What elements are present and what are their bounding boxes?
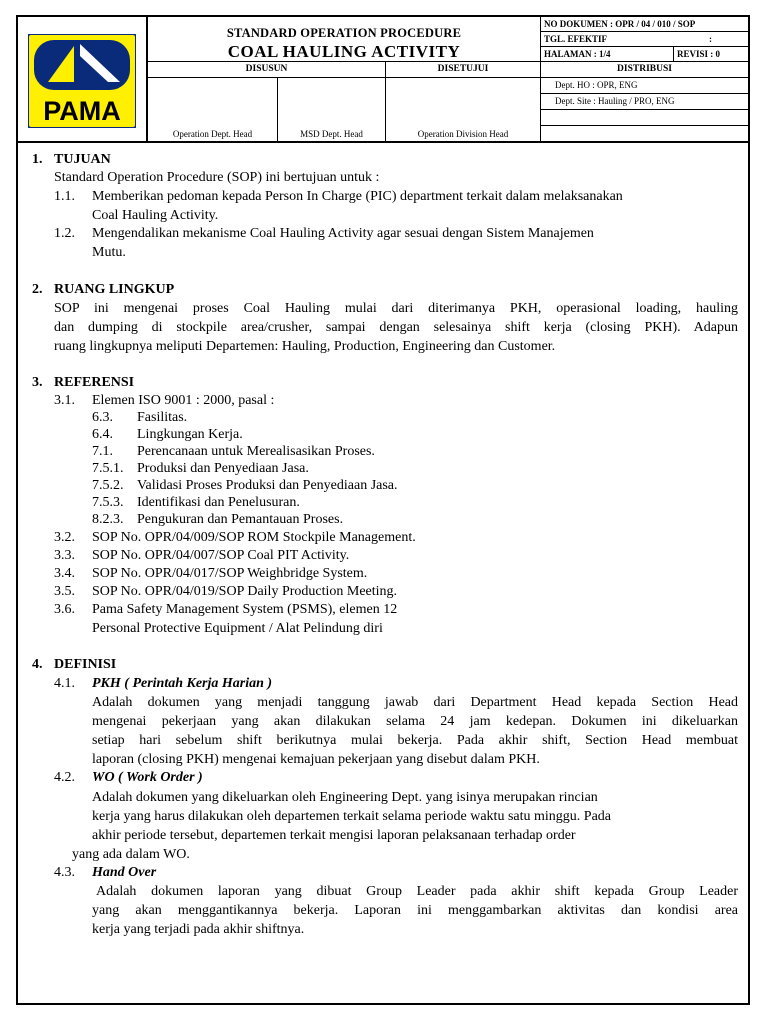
s3-title: REFERENSI — [54, 375, 135, 390]
s3-ref-text: Pama Safety Management System (PSMS), elemen 12 — [92, 602, 398, 617]
title-cell — [148, 17, 541, 62]
s3-sub-text: Perencanaan untuk Merealisasikan Proses. — [137, 444, 375, 459]
s4-d1-line4: laporan (closing PKH) mengenai kemajuan pekerjaan yang disebut dalam PKH. — [92, 752, 540, 767]
s4-d2-line3: akhir periode tersebut, departemen terkait mengisi laporan pelaksanaan terhadap order — [92, 828, 576, 843]
sign-cell-1 — [148, 78, 278, 141]
s4-d1-line2: mengenai pekerjaan yang akan dilakukan selama 24 jam kedepan. Dokumen ini dikeluarkan — [92, 714, 738, 729]
document-page — [16, 15, 750, 1005]
s2-line3: ruang lingkupnya meliputi Departemen: Hauling, Production, Engineering dan Customer. — [54, 339, 556, 354]
s3-ref-text: SOP No. OPR/04/019/SOP Daily Production Meeting. — [92, 584, 398, 599]
revisi: REVISI : 0 — [677, 49, 721, 59]
tgl-efektif-label: TGL. EFEKTIF — [544, 34, 608, 44]
s3-sub-num: 6.3. — [92, 410, 113, 425]
s4-d2-title: WO ( Work Order ) — [92, 770, 203, 785]
document-header — [18, 17, 748, 143]
s3-sub-text: Produksi dan Penyediaan Jasa. — [137, 461, 309, 476]
s1-i1-b: Coal Hauling Activity. — [92, 208, 219, 223]
s3-r1-text: Elemen ISO 9001 : 2000, pasal : — [92, 393, 275, 408]
s4-d3-line3: kerja yang terjadi pada akhir shiftnya. — [92, 922, 305, 937]
sign-cell-3 — [386, 78, 541, 141]
s3-ref-num: 3.4. — [54, 566, 75, 581]
s3-ref-num: 3.6. — [54, 602, 75, 617]
tgl-efektif-row — [541, 32, 748, 47]
no-dokumen: NO DOKUMEN : OPR / 04 / 010 / SOP — [544, 19, 696, 29]
s1-title: TUJUAN — [54, 152, 111, 167]
s1-i1-a: Memberikan pedoman kepada Person In Charge (PIC) department terkait dalam melaksanakan — [92, 189, 623, 204]
sign-label-2: MSD Dept. Head — [300, 129, 363, 139]
s3-r1-num: 3.1. — [54, 393, 75, 408]
s3-ref-text: SOP No. OPR/04/017/SOP Weighbridge System. — [92, 566, 368, 581]
s3-num: 3. — [32, 375, 43, 390]
sop-label: STANDARD OPERATION PROCEDURE — [226, 26, 462, 40]
dist-row-2 — [541, 94, 748, 110]
s2-line2: dan dumping di stockpile area/crusher, sampai dengan selesainya shift kerja (closing PKH). Adapun — [54, 320, 738, 335]
s1-i2-b: Mutu. — [92, 245, 126, 260]
logo-cell — [18, 17, 148, 141]
s1-i2-num: 1.2. — [54, 226, 75, 241]
dist-ho: Dept. HO : OPR, ENG — [555, 80, 638, 90]
s3-sub-text: Identifikasi dan Penelusuran. — [137, 495, 300, 510]
s3-sub-text: Validasi Proses Produksi dan Penyediaan Jasa. — [137, 478, 398, 493]
s3-sub-num: 8.2.3. — [92, 512, 124, 527]
s3-ref-num: 3.5. — [54, 584, 75, 599]
s3-sub-num: 7.5.2. — [92, 478, 124, 493]
distribusi-header: DISTRIBUSI — [541, 62, 748, 78]
pama-logo — [28, 34, 136, 128]
s1-i1-num: 1.1. — [54, 189, 75, 204]
meta-cell — [541, 17, 748, 62]
sign-label-1: Operation Dept. Head — [172, 129, 253, 139]
s4-d3-line2: yang akan menggantikannya bekerja. Laporan ini menggambarkan aktivitas dan kondisi area — [92, 903, 738, 918]
s4-d2-line2: kerja yang harus dilakukan oleh departemen terkait selama periode waktu satu minggu. Pada — [92, 809, 611, 824]
s3-sub-num: 7.1. — [92, 444, 113, 459]
s3-sub-text: Fasilitas. — [137, 410, 188, 425]
s4-d1-line1: Adalah dokumen yang menjadi tanggung jawab dari Department Head kepada Section Head — [92, 695, 738, 710]
sign-label-3: Operation Division Head — [417, 129, 509, 139]
s3-sub-text: Lingkungan Kerja. — [137, 427, 243, 442]
s4-d2-line1: Adalah dokumen yang dikeluarkan oleh Engineering Dept. yang isinya merupakan rincian — [92, 790, 598, 805]
halaman-row — [541, 47, 748, 61]
no-dokumen-row — [541, 17, 748, 32]
s4-d2-num: 4.2. — [54, 770, 75, 785]
document-title: COAL HAULING ACTIVITY — [227, 42, 461, 61]
dist-site: Dept. Site : Hauling / PRO, ENG — [555, 96, 675, 106]
logo-text: PAMA — [43, 96, 121, 126]
tgl-efektif-value: : — [709, 34, 712, 44]
s3-ref-num: 3.3. — [54, 548, 75, 563]
s3-sub-num: 7.5.3. — [92, 495, 124, 510]
s2-num: 2. — [32, 282, 43, 297]
s4-d3-title: Hand Over — [92, 865, 157, 880]
s4-d1-num: 4.1. — [54, 676, 75, 691]
s1-intro: Standard Operation Procedure (SOP) ini bertujuan untuk : — [54, 170, 380, 185]
disetujui-header: DISETUJUI — [386, 62, 541, 78]
halaman: HALAMAN : 1/4 — [544, 49, 611, 59]
dist-row-3 — [541, 110, 748, 126]
s3-ref-text: SOP No. OPR/04/009/SOP ROM Stockpile Management. — [92, 530, 416, 545]
dist-row-1 — [541, 78, 748, 94]
s4-d1-title: PKH ( Perintah Kerja Harian ) — [92, 676, 273, 691]
s4-d3-num: 4.3. — [54, 865, 75, 880]
s4-d3-line1: Adalah dokumen laporan yang dibuat Group Leader pada akhir shift kepada Group Leader — [96, 884, 738, 899]
s3-sub-text: Pengukuran dan Pemantauan Proses. — [137, 512, 344, 527]
s3-sub-num: 7.5.1. — [92, 461, 124, 476]
s1-i2-a: Mengendalikan mekanisme Coal Hauling Activity agar sesuai dengan Sistem Manajemen — [92, 226, 594, 241]
s3-ref-text: SOP No. OPR/04/007/SOP Coal PIT Activity. — [92, 548, 350, 563]
s2-title: RUANG LINGKUP — [54, 282, 175, 297]
s1-num: 1. — [32, 152, 43, 167]
s3-ref-num: 3.2. — [54, 530, 75, 545]
disusun-header: DISUSUN — [148, 62, 386, 78]
s4-d2-line4: yang ada dalam WO. — [72, 847, 190, 862]
sign-cell-2 — [278, 78, 386, 141]
s2-line1: SOP ini mengenai proses Coal Hauling mulai dari diterimanya PKH, operasional loading, hauling — [54, 301, 738, 316]
s3-sub-num: 6.4. — [92, 427, 113, 442]
s4-d1-line3: setiap hari sebelum shift berikutnya mulai bekerja. Pada akhir shift, Section Head membuat — [92, 733, 738, 748]
s3-ref6-b: Personal Protective Equipment / Alat Pelindung diri — [92, 621, 383, 636]
s4-title: DEFINISI — [54, 657, 117, 672]
s4-num: 4. — [32, 657, 43, 672]
